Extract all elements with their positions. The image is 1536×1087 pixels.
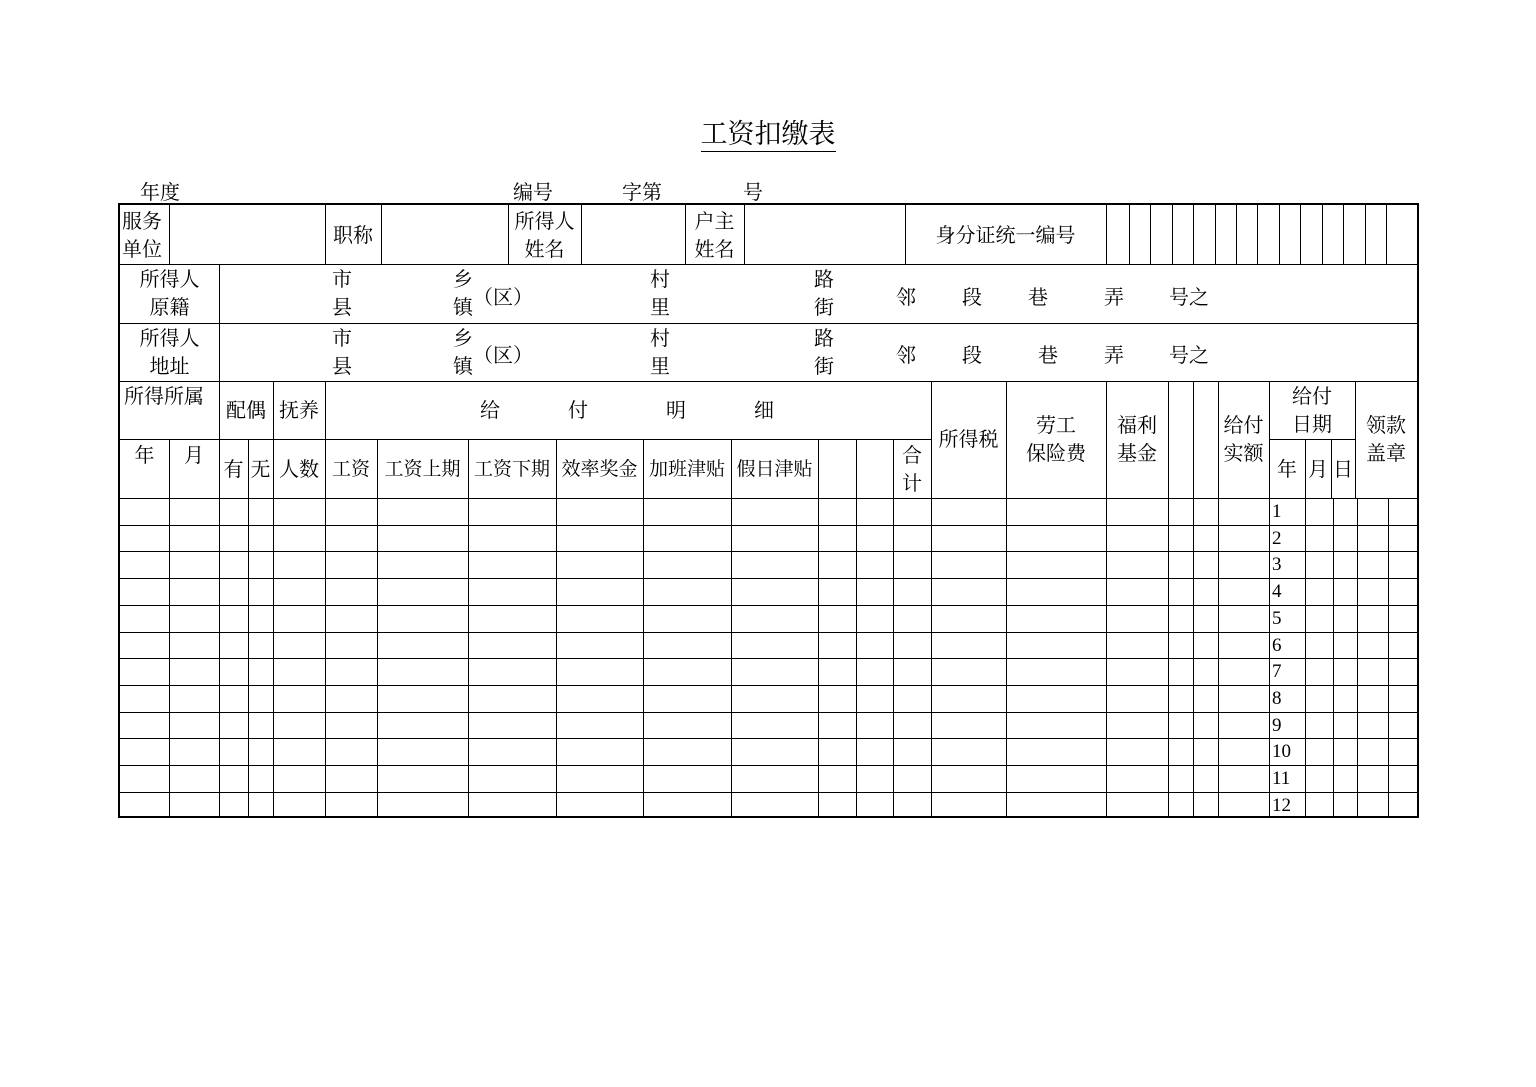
origin-lin: 邻	[896, 285, 916, 309]
origin-nong: 弄	[1104, 285, 1124, 309]
spouse-none-label: 无	[250, 457, 271, 481]
row-number: 6	[1272, 635, 1282, 656]
labor-insurance-label: 劳工	[1036, 413, 1076, 437]
dependents-label: 抚养	[279, 398, 319, 422]
labor-insurance-label-2: 保险费	[1026, 441, 1086, 465]
pay-date-label: 给付	[1292, 384, 1332, 408]
home-nong: 弄	[1104, 343, 1124, 367]
signature-label: 领款	[1366, 413, 1406, 437]
row-number: 10	[1272, 741, 1291, 762]
earner-name-label: 所得人	[514, 209, 575, 233]
service-unit-label-2: 单位	[122, 237, 162, 261]
period-month-label: 月	[184, 443, 204, 467]
pay-date-month-label: 月	[1308, 457, 1328, 481]
home-lu: 路	[814, 326, 834, 350]
wage-first-label: 工资上期	[384, 458, 461, 480]
form-title-text: 工资扣缴表	[700, 119, 836, 150]
payment-detail-char-1: 给	[480, 398, 500, 422]
origin-xian: 县	[332, 295, 352, 319]
welfare-fund-label: 福利	[1117, 413, 1157, 437]
home-xian: 县	[332, 354, 352, 378]
period-year-label: 年	[134, 443, 155, 467]
origin-xiang: 乡	[453, 267, 473, 291]
pay-date-day-label: 日	[1333, 457, 1353, 481]
origin-duan: 段	[962, 285, 982, 309]
home-jie: 街	[814, 354, 834, 378]
dependents-count-label: 人数	[279, 457, 319, 481]
row-number: 4	[1272, 581, 1282, 602]
origin-zhen: 镇	[453, 295, 473, 319]
home-lane: 巷	[1038, 343, 1058, 367]
origin-li: 里	[650, 295, 670, 319]
id-number-label: 身分证统一编号	[935, 223, 1076, 247]
subheader-word: 字第	[622, 180, 662, 204]
pay-date-year-label: 年	[1277, 457, 1297, 481]
origin-label-2: 原籍	[149, 295, 190, 319]
householder-name-label: 户主	[694, 209, 735, 233]
spouse-label: 配偶	[226, 398, 266, 422]
householder-name-label-2: 姓名	[694, 237, 735, 261]
net-pay-label: 给付	[1223, 413, 1264, 437]
home-li: 里	[650, 354, 670, 378]
subheader-year: 年度	[140, 180, 180, 204]
payment-detail-char-2: 付	[568, 398, 588, 422]
home-address-label-2: 地址	[149, 354, 190, 378]
period-label: 所得所属	[124, 384, 204, 408]
signature-label-2: 盖章	[1366, 441, 1406, 465]
total-label: 合	[902, 443, 922, 467]
row-number: 2	[1272, 528, 1282, 549]
home-qu: （区）	[473, 343, 533, 367]
home-xiang: 乡	[453, 326, 473, 350]
origin-qu: （区）	[473, 285, 533, 309]
withholding-form-table	[118, 203, 1419, 818]
income-tax-label: 所得税	[938, 427, 999, 451]
row-number: 11	[1272, 768, 1291, 789]
form-title	[0, 112, 1536, 151]
bonus-label: 效率奖金	[561, 458, 638, 480]
total-label-2: 计	[902, 471, 922, 495]
origin-jie: 街	[814, 295, 834, 319]
pay-date-label-2: 日期	[1292, 412, 1332, 436]
row-number: 9	[1272, 715, 1282, 736]
origin-shi: 市	[332, 267, 352, 291]
row-number: 8	[1272, 688, 1282, 709]
row-number: 12	[1272, 795, 1291, 816]
origin-lu: 路	[814, 267, 834, 291]
origin-lane: 巷	[1028, 285, 1048, 309]
earner-name-label-2: 姓名	[524, 237, 565, 261]
row-number: 5	[1272, 608, 1282, 629]
origin-hao-zhi: 号之	[1169, 285, 1209, 309]
payment-detail-char-3: 明	[666, 398, 686, 422]
home-zhen: 镇	[453, 354, 473, 378]
wage-label: 工资	[331, 458, 370, 480]
origin-label: 所得人	[139, 267, 200, 291]
subheader-number: 编号	[513, 180, 553, 204]
home-lin: 邻	[896, 343, 916, 367]
row-number: 3	[1272, 554, 1282, 575]
subheader-hao: 号	[743, 180, 763, 204]
origin-cun: 村	[650, 267, 670, 291]
home-shi: 市	[332, 326, 352, 350]
overtime-label: 加班津贴	[648, 458, 725, 480]
home-address-label: 所得人	[139, 326, 200, 350]
holiday-label: 假日津贴	[736, 458, 813, 480]
spouse-has-label: 有	[223, 457, 244, 481]
service-unit-label: 服务	[122, 209, 162, 233]
net-pay-label-2: 实额	[1223, 441, 1264, 465]
home-duan: 段	[962, 343, 982, 367]
home-cun: 村	[650, 326, 670, 350]
row-number: 1	[1272, 501, 1282, 522]
welfare-fund-label-2: 基金	[1117, 441, 1157, 465]
job-title-label: 职称	[333, 223, 373, 247]
payment-detail-char-4: 细	[754, 398, 774, 422]
home-hao-zhi: 号之	[1169, 343, 1209, 367]
wage-second-label: 工资下期	[473, 458, 550, 480]
row-number: 7	[1272, 661, 1282, 682]
